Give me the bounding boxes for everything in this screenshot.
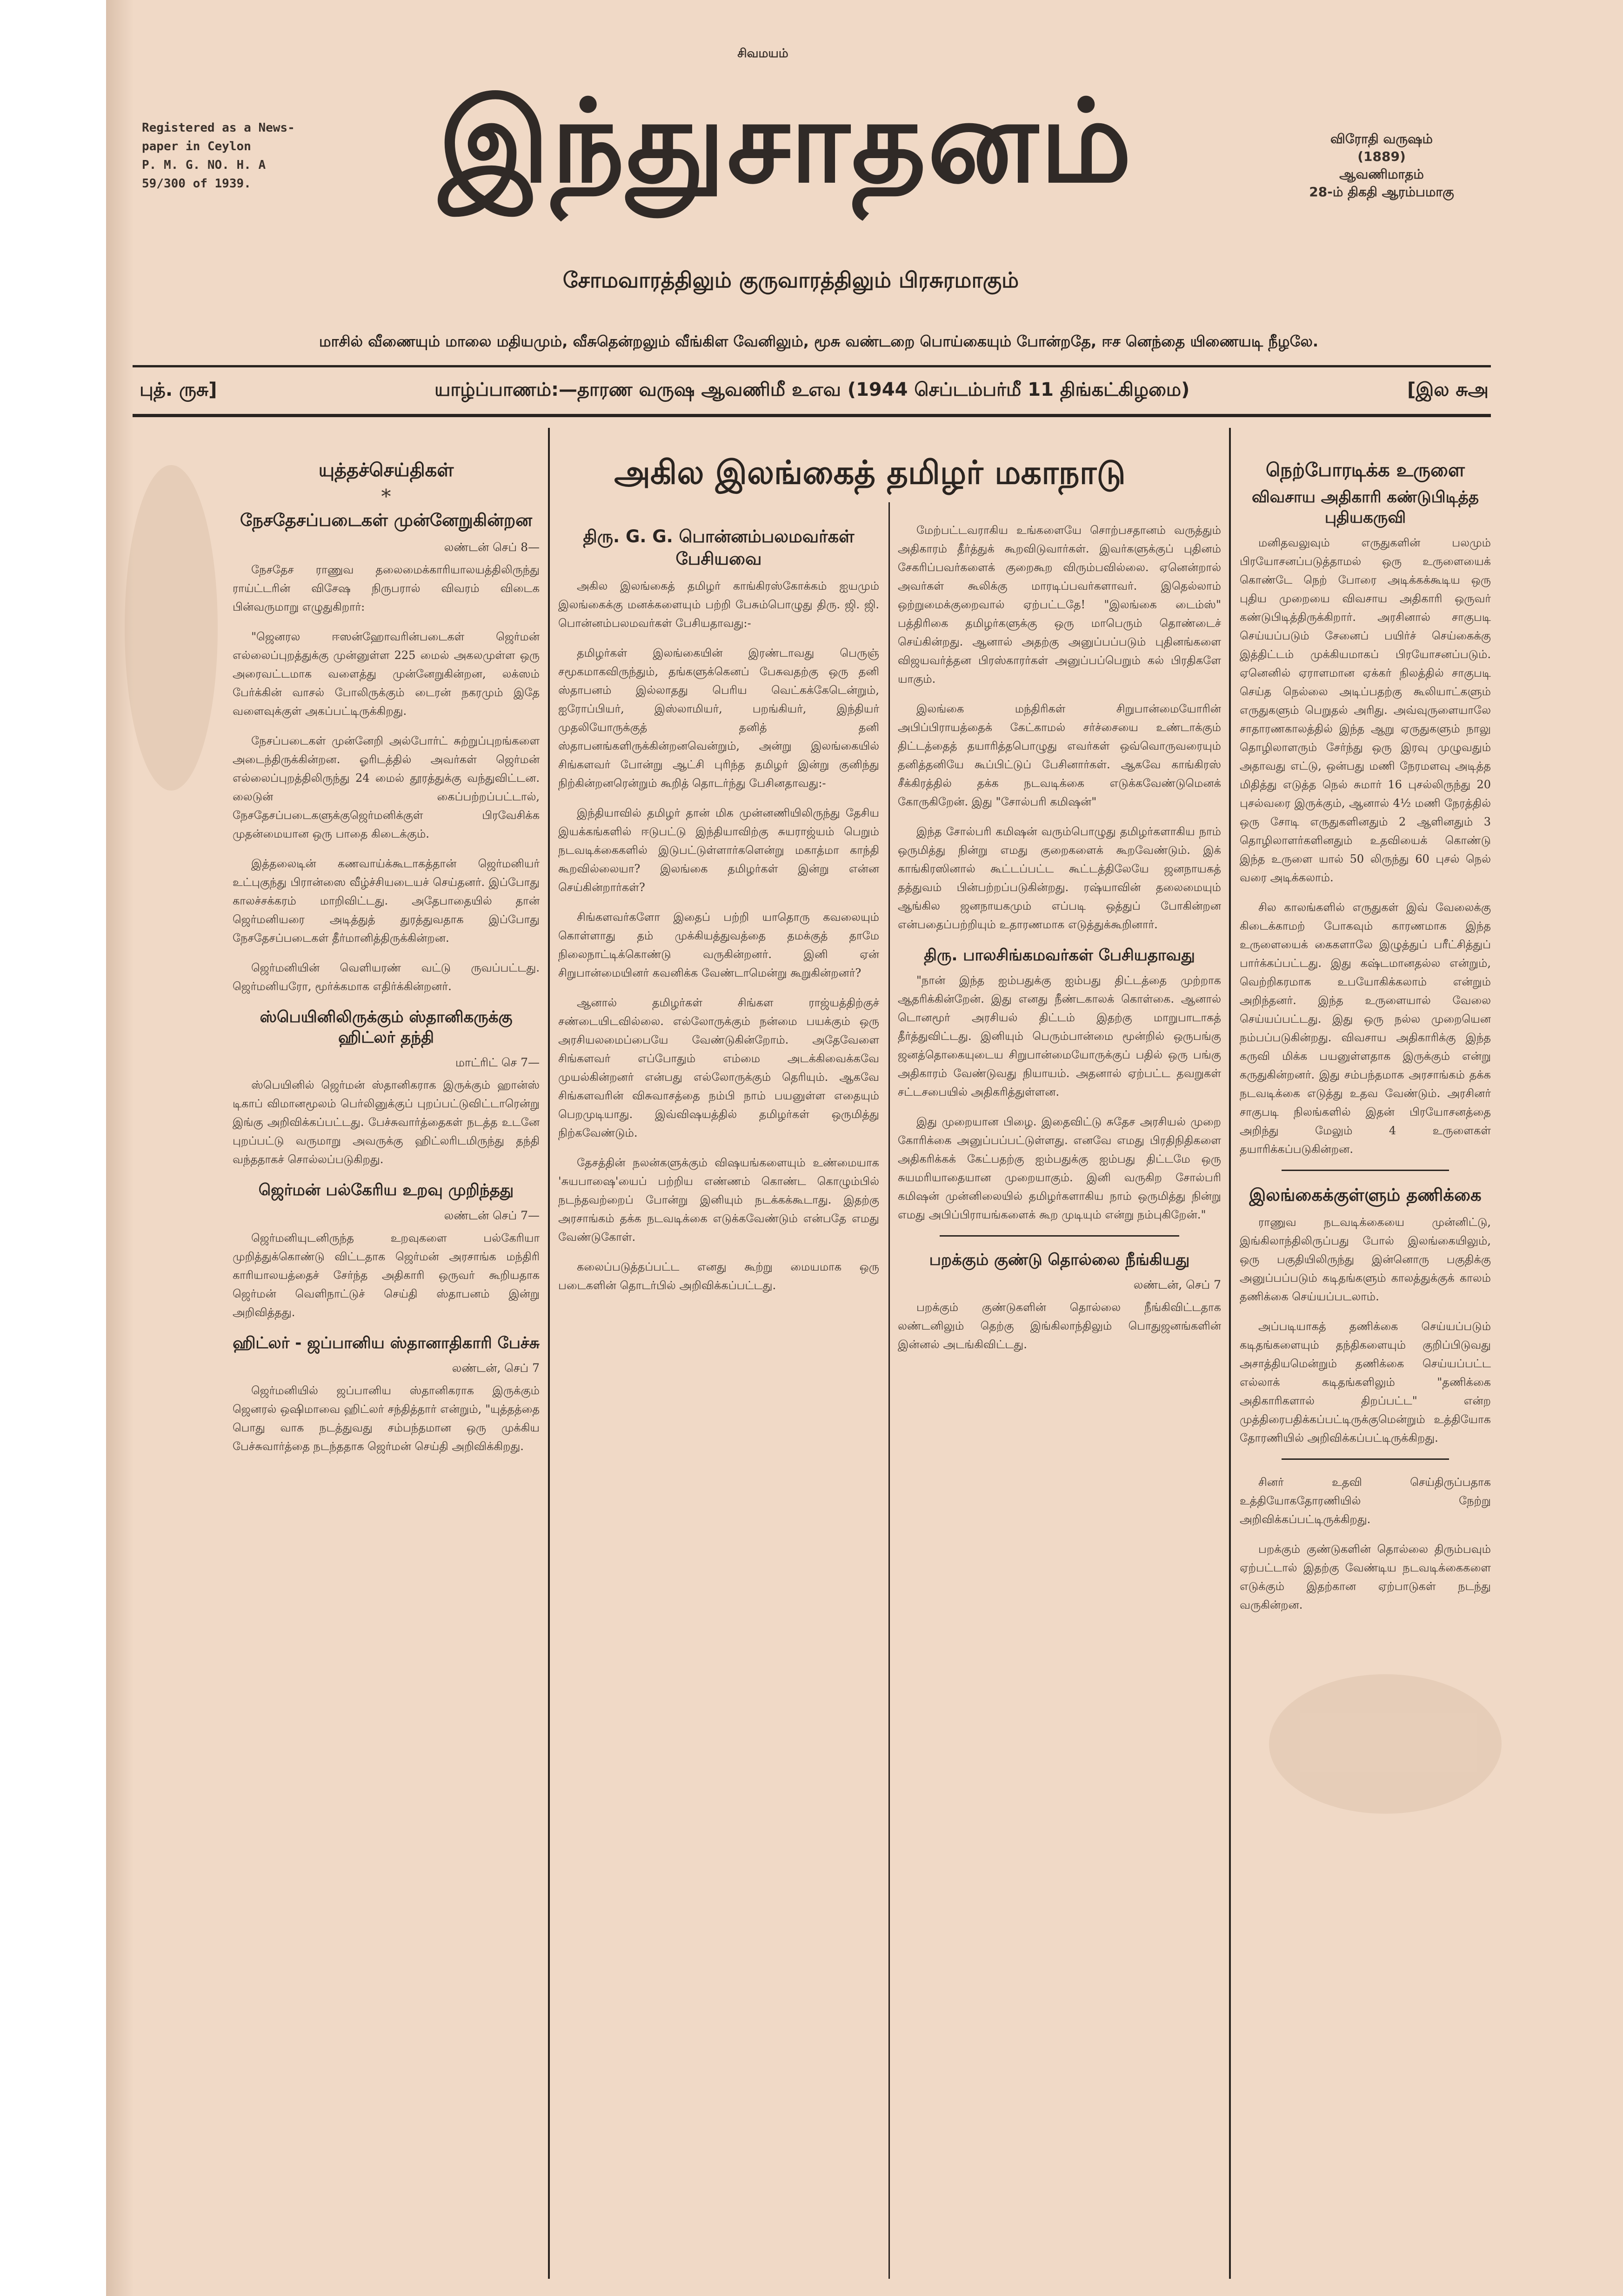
- star-ornament: *: [381, 485, 391, 508]
- column-conference-continued: [898, 521, 1221, 1365]
- banner-headline: அகில இலங்கைத் தமிழர் மகாநாடு: [614, 453, 1126, 492]
- article-paragraph: மேற்பட்டவராகிய உங்களையே சொற்பசதானம் வருத்தும் அதிகாரம் தீர்த்துக் கூறவிடுவார்கள். இவர்களுக்குப் புதினம் சேகரிப்பவர்களைக் குறைகூற விரும்பவில்லை. ஏனென்றால் அவர்கள் கூலிக்கு மாரடிப்பவர்களாவர். இதெல்லாம் ஒற்றுமைக்குறைவால் ஏற்பட்டதே! "இலங்கை டைம்ஸ்" பத்திரிகை தமிழர்களுக்கு ஒரு மாபெரும் தொண்டைச் செய்கின்றது. ஆனால் அதற்கு அனுப்பப்படும் புதினங்களை விஜயவர்த்தன பிரஸ்காரர்கள் அனுப்பப்பெறும் கல் பிரதிகளே யாகும்.: [898, 524, 1221, 685]
- article-separator: [940, 1235, 1179, 1237]
- article-paragraph: இத்தலைடின் கணவாய்க்கூடாகத்தான் ஜெர்மனியர் உட்புகுந்து பிரான்ஸை வீழ்ச்சியடையச் செய்தனர். இப்போது காலச்சக்கரம் மாறிவிட்டது. அதேபாதையில் தான் ஜெர்மனியரை அடித்துத் துரத்துவதாக இப்போது நேசதேசப்படைகள் தீர்மானித்திருக்கின்றன.: [233, 857, 540, 945]
- article-paragraph: நேசதேச ராணுவ தலைமைக்காரியாலயத்திலிருந்து ராய்ட்டரின் விசேஷ நிருபரால் விவரம் விடைக பின்வருமாறு எழுதுகிறார்:: [233, 563, 540, 614]
- article-byline: மாட்ரிட் செ 7—: [455, 1056, 540, 1070]
- column-agriculture-censorship: [1240, 458, 1491, 1625]
- article-paragraph: ஜெர்மனியில் ஜப்பானிய ஸ்தானிகராக இருக்கும் ஜெனரல் ஒஷிமாவை ஹிட்லர் சந்தித்தார் என்றும், "யுத்தத்தை பொது வாக நடத்துவது சம்பந்தமான ஒரு முக்கிய பேச்சுவார்த்தை நடந்ததாக ஜெர்மன் செய்தி அறிவிக்கிறது.: [233, 1384, 540, 1453]
- article-headline: நெற்போரடிக்க உருளை: [1266, 459, 1465, 481]
- article-paragraph: சிங்களவர்களோ இதைப் பற்றி யாதொரு கவலையும் கொள்ளாது தம் முக்கியத்துவத்தை தமக்குத் தாமே நிலைநாட்டிக்கொண்டு வருகின்றனர். இனி ஏன் சிறுபான்மையினர் கவனிக்க வேண்டாமென்று கூறுகின்றனர்?: [558, 911, 879, 980]
- article-paragraph: இது முறையான பிழை. இதைவிட்டு சுதேச அரசியல் முறை கோரிக்கை அனுப்பப்பட்டுள்ளது. எனவே எமது பிரதிநிதிகளை அதிகரிக்கக் கேட்பதற்கு ஐம்பதுக்கு ஐம்பது திட்டமே ஒரு சுயமரியாதையான முறையாகும். இனி வருகிற சோல்பரி கமிஷன் முன்னிலையில் தமிழர்களாகிய நாம் ஒருமித்து நின்று எமது அபிப்பிராயங்களைக் கூற முடியும் என்று நம்புகிறேன்.": [898, 1115, 1221, 1222]
- registration-notice: Registered as a News- paper in Ceylon P. M. G. NO. H. A 59/300 of 1939.: [142, 121, 295, 191]
- article-paragraph: பறக்கும் குண்டுகளின் தொல்லை திரும்பவும் ஏற்பட்டால் இதற்கு வேண்டிய நடவடிக்கைகளை எடுக்கும் இதற்கான ஏற்பாடுகள் நடந்து வருகின்றன.: [1240, 1543, 1491, 1612]
- article-paragraph: ஜெர்மனியின் வெளியரண் வட்டு ருவப்பட்டது. ஜெர்மனியரோ, மூர்க்கமாக எதிர்க்கின்றனர்.: [233, 961, 540, 993]
- issue-number: [இல சுஅ: [1407, 379, 1489, 400]
- article-headline: திரு. பாலசிங்கமவர்கள் பேசியதாவது: [924, 946, 1195, 965]
- article-paragraph: ஆனால் தமிழர்கள் சிங்கள ராஜ்யத்திற்குச் சண்டையிடவில்லை. எல்லோருக்கும் நன்மை பயக்கும் ஒரு அரசியலமைப்பையே வேண்டுகின்றோம். அதேவேளை சிங்களவர் எப்போதும் எம்மை அடக்கிவைக்கவே முயல்கின்றனர் என்பது எல்லோருக்கும் தெரியும். ஆகவே சிங்களவரின் விசுவாசத்தை நம்பி நாம் பயனுள்ள எதையும் பெறமுடியாது. இவ்விஷயத்தில் தமிழர்கள் ஒருமித்து நிற்கவேண்டும்.: [558, 996, 879, 1140]
- masthead-rule: [133, 365, 1491, 367]
- article-headline: இலங்கைக்குள்ளும் தணிக்கை: [1249, 1185, 1482, 1205]
- column-divider: [888, 502, 890, 2279]
- place-and-date: யாழ்ப்பாணம்:—தாரண வருஷ ஆவணிமீ உஎவ (1944 செப்டம்பர்மீ 11 திங்கட்கிழமை): [434, 379, 1190, 400]
- dateline: [140, 379, 1489, 403]
- article-paragraph: "நான் இந்த ஐம்பதுக்கு ஐம்பது திட்டத்தை முற்றாக ஆதரிக்கின்றேன். இது எனது நீண்டகாலக் கொள்கை. ஆனால் டொனமூர் அரசியல் திட்டம் இதற்கு மாறுபாடாகத் தீர்த்துவிட்டது. இனியும் பெரும்பான்மை மூன்றில் ஒருபங்கு ஜனத்தொகையுடைய சிறுபான்மையோருக்குப் பதில் ஒரு பங்கு அதிகாரம் வேண்டுவது நியாயம். அதனால் ஏற்பட்ட தவறுகள் சட்டசபையில் அதிகரித்துள்ளன.: [898, 974, 1221, 1099]
- article-headline: பறக்கும் குண்டு தொல்லை நீங்கியது: [929, 1251, 1190, 1270]
- newspaper-title: இந்துசாதனம்: [439, 75, 1134, 208]
- blessing: சிவமயம்: [737, 47, 788, 60]
- column-divider: [548, 428, 550, 2279]
- article-paragraph: தமிழர்கள் இலங்கையின் இரண்டாவது பெருஞ் சமூகமாகவிருந்தும், தங்களுக்கெனப் பேசுவதற்கு ஒரு தனி ஸ்தாபனம் இல்லாதது பெரிய வெட்கக்கேடென்றும், ஐரோப்பியர், இஸ்லாமியர், பறங்கியர், இந்தியர் முதலியோருக்குத் தனித் தனி ஸ்தாபனங்களிருக்கின்றனவென்றும், அன்று இலங்கையில் சிங்களவர் போன்று ஆட்சி புரிந்த தமிழர் இன்று குனிந்து நிற்கின்றனரென்றும் கூறித் தொடர்ந்து பேசினதாவது:-: [558, 646, 879, 790]
- article-headline: ஸ்பெயினிலிருக்கும் ஸ்தானிகருக்கு ஹிட்லர் தந்தி: [260, 1008, 513, 1047]
- article-paragraph: சில காலங்களில் எருதுகள் இவ் வேலைக்கு கிடைக்காமற் போகவும் காரணமாக இந்த உருளையைக் கைகளாலே இழுத்துப் பரீட்சித்துப் பார்க்கப்பட்டது. இது கஷ்டமானதல்ல என்றும், வெற்றிகரமாக உபயோகிக்கலாம் என்றும் அறிந்தனர். இந்த உருளையால் வேலை செய்யப்பட்டது. இது ஒரு நல்ல முறையென நம்பப்படுகின்றது. விவசாய அதிகாரிக்கு இந்த கருவி மிக்க பயனுள்ளதாக இருக்கும் என்று கருதுகின்றனர். இது சம்பந்தமாக அரசாங்கம் தக்க நடவடிக்கை எடுத்து உதவ வேண்டும். அரசினர் சாகுபடி நிலங்களில் இதன் பிரயோசனத்தை அறிந்து மேலும் 4 உருளைகள் தயாரிக்கப்படுகின்றன.: [1240, 901, 1491, 1156]
- publication-schedule: சோமவாரத்திலும் குருவாரத்திலும் பிரசுரமாகும்: [562, 267, 1019, 293]
- article-headline: நேசதேசப்படைகள் முன்னேறுகின்றன: [240, 510, 533, 530]
- volume-number: புத். ருசு]: [140, 379, 217, 400]
- article-paragraph: இந்தியாவில் தமிழர் தான் மிக முன்னணியிலிருந்து தேசிய இயக்கங்களில் ஈடுபட்டு இந்தியாவிற்கு சுயராஜ்யம் பெறும் நடவடிக்கைகளில் இடுபட்டுள்ளார்களென்று மகாத்மா காந்தி கூறவில்லையா? இலங்கை தமிழர்கள் இன்று என்ன செய்கின்றார்கள்?: [558, 806, 879, 894]
- article-subheadline: விவசாய அதிகாரி கண்டுபிடித்த புதியகருவி: [1252, 488, 1479, 527]
- column-conference-speech: [558, 526, 879, 1306]
- article-paragraph: அகில இலங்கைத் தமிழர் காங்கிரஸ்கோக்கம் ஐயமும் இலங்கைக்கு மனக்களையும் பற்றி பேசும்பொழுது திரு. ஜி. ஜி. பொன்னம்பலமவர்கள் பேசியதாவது:-: [558, 579, 879, 630]
- dateline-rule: [133, 414, 1491, 417]
- article-paragraph: ராணுவ நடவடிக்கையை முன்னிட்டு, இங்கிலாந்திலிருப்பது போல் இலங்கையிலும், ஒரு பகுதியிலிருந்து இன்னொரு பகுதிக்கு அனுப்பப்படும் கடிதங்களும் காலத்துக்குக் காலம் தணிக்கை செய்யப்படலாம்.: [1240, 1216, 1491, 1304]
- article-paragraph: இந்த சோல்பரி கமிஷன் வரும்பொழுது தமிழர்களாகிய நாம் ஒருமித்து நின்று எமது குறைகளைக் கூறவேண்டும். இக் காங்கிரஸினால் கூட்டப்பட்ட கூட்டத்திலேயே ஜனநாயகத் தத்துவம் பின்பற்றப்படுகின்றது. ரஷ்யாவின் தலைமையும் ஆங்கில ஜனநாயகமும் எப்படி ஒத்துப் போகின்றன என்பதைப்பற்றியும் உதாரணமாக எடுத்துக்கூறினார்.: [898, 825, 1221, 931]
- column-war-news: [233, 458, 540, 1467]
- article-paragraph: அப்படியாகத் தணிக்கை செய்யப்படும் கடிதங்களையும் தந்திகளையும் குறிப்பிடுவது அசாத்தியமென்றும் தணிக்கை செய்யப்பட்ட எல்லாக் கடிதங்களிலும் "தணிக்கை அதிகாரிகளால் திறப்பட்ட" என்ற முத்திரைபதிக்கப்பட்டிருக்குமென்றும் உத்தியோக தோரணியில் அறிவிக்கப்பட்டிருக்கிறது.: [1240, 1320, 1491, 1445]
- article-paragraph: கலைப்படுத்தப்பட்ட எனது கூற்று மையமாக ஒரு படைகளின் தொடர்பில் அறிவிக்கப்பட்டது.: [558, 1260, 879, 1292]
- article-byline: லண்டன், செப் 7: [1133, 1278, 1221, 1292]
- article-byline: லண்டன் செப் 8—: [444, 540, 540, 554]
- article-paragraph: மனிதவலுவும் எருதுகளின் பலமும் பிரயோசனப்படுத்தாமல் ஒரு உருளையைக் கொண்டே நெற் போரை அடிக்கக்கூடிய ஒரு புதிய முறையை விவசாய அதிகாரி ஒருவர் கண்டுபிடித்திருக்கிறார். அரசினால் சாகுபடி செய்யப்படும் சேனைப் பயிர்ச் செய்கைக்கு இத்திட்டம் முக்கியமாகப் பிரயோசனப்படும். ஏனெனில் ஏராளமான ஏக்கர் நிலத்தில் சாகுபடி செய்த நெல்லை அடிப்பதற்கு கூலியாட்களும் எருதுகளும் பெறுதல் அரிது. அவ்வுருளையாலே சாதாரணகாலத்தில் இந்த ஆறு ஏருதுகளும் நாலு தொழிலாளரும் சேர்ந்து ஒரு இரவு முழுவதும் அதாவது எட்டு, ஒன்பது மணி நேரமளவு அடித்த மிதித்து எடுத்த நெல் சுமார் 16 புசல்லிருந்து 20 புசல்வரை இருக்கும், ஆனால் 4½ மணி நேரத்தில் ஒரு சோடி எருதுகளினதும் 2 ஆளினதும் 3 தொழிலாளர்களினதும் உதவியைக் கொண்டு இந்த உருளை யால் 50 லிருந்து 60 புசல் நெல் வரை அடிக்கலாம்.: [1240, 536, 1491, 885]
- article-separator: [1282, 1458, 1449, 1460]
- article-headline: திரு. G. G. பொன்னம்பலமவர்கள் பேசியவை: [583, 526, 855, 569]
- article-byline: லண்டன், செப் 7: [452, 1361, 540, 1375]
- article-paragraph: தேசத்தின் நலன்களுக்கும் விஷயங்களையும் உண்மையாக 'சுயபாஷை'யைப் பற்றிய எண்ணம் கொண்ட கொழும்பில் நடந்தவற்றைப் போன்று இனியும் நடக்கக்கூடாது. இதற்கு அரசாங்கம் தக்க நடவடிக்கை எடுக்கவேண்டும் என்பதே எமது வேண்டுகோள்.: [558, 1156, 879, 1244]
- article-paragraph: நேசப்படைகள் முன்னேறி அல்போர்ட் சுற்றுப்புறங்களை அடைந்திருக்கின்றன. ஓரிடத்தில் அவர்கள் ஜெர்மன் எல்லைப்புறத்திலிருந்து 24 மைல் தூரத்துக்கு வந்துவிட்டன. லைடுன் கைப்பற்றப்பட்டால், நேசதேசப்படைகளுக்குஜெர்மனிக்குள் பிரவேசிக்க முதன்மையான ஒரு பாதை கிடைக்கும்.: [233, 734, 540, 841]
- article-headline: ஜெர்மன் பல்கேரிய உறவு முறிந்தது: [258, 1181, 514, 1200]
- article-paragraph: சினர் உதவி செய்திருப்பதாக உத்தியோகதோரணியில் நேற்று அறிவிக்கப்பட்டிருக்கிறது.: [1240, 1476, 1491, 1526]
- paper-stain: [125, 465, 218, 791]
- article-paragraph: பறக்கும் குண்டுகளின் தொல்லை நீங்கிவிட்டதாக லண்டனிலும் தெற்கு இங்கிலாந்திலும் பொதுஜனங்களின் இன்னல் அடங்கிவிட்டது.: [898, 1301, 1221, 1351]
- section-heading: யுத்தச்செய்திகள்: [318, 459, 454, 481]
- article-paragraph: ஜெர்மனியுடனிருந்த உறவுகளை பல்கேரியா முறித்துக்கொண்டு விட்டதாக ஜெர்மன் அரசாங்க மந்திரி காரியாலயத்தைச் சேர்ந்த அதிகாரி ஒருவர் கூறியதாக ஜெர்மன் வெளிநாட்டுச் செய்தி ஸ்தாபனம் இன்று அறிவித்தது.: [233, 1231, 540, 1319]
- motto: மாசில் வீணையும் மாலை மதியமும், வீசுதென்றலும் வீங்கிள வேனிலும், மூசு வண்டறை பொய்கையும் போன்றதே, ஈச னெந்தை யிணையடி நீழலே.: [319, 333, 1319, 350]
- column-divider: [1229, 428, 1231, 2279]
- article-byline: லண்டன் செப் 7—: [444, 1208, 540, 1222]
- article-paragraph: "ஜெனரல ஈஸன்ஹோவரின்படைகள் ஜெர்மன் எல்லைப்புறத்துக்கு முன்னுள்ள 225 மைல் அகலமுள்ள ஒரு அரைவட்டமாக வளைத்து முன்னேறுகின்றன, லக்ஸம் பேர்க்கின் வாசல் போலிருக்கும் டைரன் நகரமும் இதே வளைவுக்குள் அகப்பட்டிருக்கிறது.: [233, 630, 540, 718]
- article-separator: [1282, 1170, 1449, 1171]
- article-paragraph: இலங்கை மந்திரிகள் சிறுபான்மையோரின் அபிப்பிராயத்தைக் கேட்காமல் சர்ச்சையை உண்டாக்கும் திட்டத்தைத் தயாரித்தபொழுது எவர்கள் ஒவ்வொருவரையும் தனித்தனியே கூப்பிட்டுப் பேசினார்கள். ஆகவே காங்கிரஸ் சீக்கிரத்தில் தக்க நடவடிக்கை எடுக்கவேண்டுமெனக் கோருகிறேன். இது "சோல்பரி கமிஷன்": [898, 702, 1221, 808]
- article-headline: ஹிட்லர் - ஜப்பானிய ஸ்தானாதிகாரி பேச்சு: [233, 1333, 540, 1352]
- paper-stain: [1269, 1674, 1502, 1814]
- article-paragraph: ஸ்பெயினில் ஜெர்மன் ஸ்தானிகராக இருக்கும் ஹான்ஸ் டிகாப் விமானமூலம் பெர்லினுக்குப் புறப்பட்டுவிட்டாரென்று இங்கு அறிவிக்கப்பட்டது. பேச்சுவார்த்தைகள் நடத்த உடனே புறப்பட்டு வருமாறு அவருக்கு ஹிட்லரிடமிருந்து தந்தி வந்ததாகச் சொல்லப்படுகிறது.: [233, 1078, 540, 1166]
- calendar-date: விரோதி வருஷம் (1889) ஆவணிமாதம் 28-ம் திகதி ஆரம்பமாகு: [1309, 131, 1454, 200]
